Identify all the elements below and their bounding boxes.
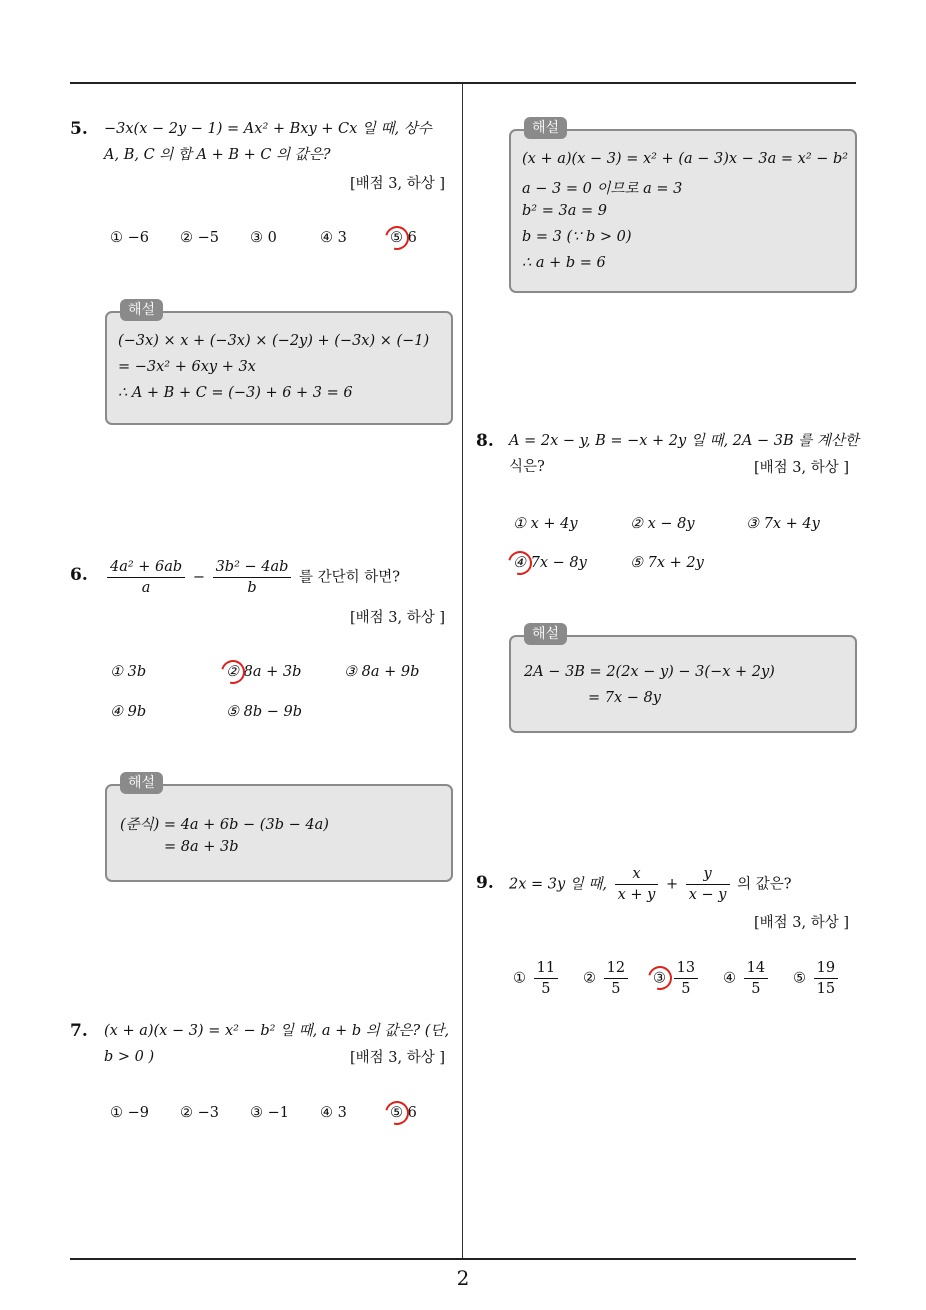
q5-choice-3[interactable]: ③ 0 <box>250 230 277 246</box>
q9-choice-2[interactable]: ② $\frac{12}{5}$ <box>583 958 631 999</box>
q6-solution-line2: = 8a + 3b <box>164 839 239 855</box>
q8-answer-mark <box>504 547 537 580</box>
q9-choice-1[interactable]: ① $\frac{11}{5}$ <box>513 958 561 999</box>
q6-choice-4[interactable]: ④ 9b <box>110 704 147 720</box>
q6-choice-2[interactable]: ② 8a + 3b <box>226 664 302 680</box>
q9-choice-5[interactable]: ⑤ $\frac{19}{15}$ <box>793 958 841 999</box>
q7-line1: (x + a)(x − 3) = x² − b² 일 때, a + b 의 값은? (단, <box>104 1023 450 1039</box>
q7-solution-line3: b² = 3a = 9 <box>522 203 607 219</box>
q7-choice-4[interactable]: ④ 3 <box>320 1105 347 1121</box>
q6-grade: [배점 3, 하상 ] <box>350 610 446 626</box>
q6-number: 6. <box>70 565 88 585</box>
q8-solution-tag: 해설 <box>524 623 567 645</box>
q9-fraction-2: $\frac{y}{x - y}$ <box>686 864 730 905</box>
q8-choice-5[interactable]: ⑤ 7x + 2y <box>630 555 704 571</box>
q5-solution-line3: ∴ A + B + C = (−3) + 6 + 3 = 6 <box>118 385 353 401</box>
q7-solution-line4: b = 3 (∵ b > 0) <box>522 229 632 245</box>
q5-stem <box>104 116 456 168</box>
q6-fraction-1: $\frac{\text{4a² + 6ab}}{a}$ <box>107 557 185 598</box>
q6-choice-3[interactable]: ③ 8a + 9b <box>344 664 420 680</box>
q9-lead: 2x = 3y 일 때, <box>509 876 608 893</box>
q6-minus: − <box>192 569 205 586</box>
q7-choice-3[interactable]: ③ −1 <box>250 1105 289 1121</box>
q7-choice-5[interactable]: ⑤ 6 <box>390 1105 417 1121</box>
q8-solution-line2: = 7x − 8y <box>588 690 661 706</box>
column-divider <box>462 84 463 1258</box>
q6-fraction-2: $\frac{\text{3b² − 4ab}}{b}$ <box>213 557 292 598</box>
q7-number: 7. <box>70 1021 88 1041</box>
q7-solution-line5: ∴ a + b = 6 <box>522 255 606 271</box>
q8-solution-box <box>509 635 857 733</box>
q8-choice-4[interactable]: ④ 7x − 8y <box>513 555 587 571</box>
q8-line2: 식은? <box>509 459 545 475</box>
q7-choice-2[interactable]: ② −3 <box>180 1105 219 1121</box>
q7-answer-mark <box>381 1097 414 1130</box>
q8-line1: A = 2x − y, B = −x + 2y 일 때, 2A − 3B 를 계산한 <box>509 433 859 449</box>
q5-choice-1[interactable]: ① −6 <box>110 230 149 246</box>
q5-solution-line2: = −3x² + 6xy + 3x <box>118 359 256 375</box>
q8-choice-3[interactable]: ③ 7x + 4y <box>746 516 820 532</box>
q5-choice-4[interactable]: ④ 3 <box>320 230 347 246</box>
q9-stem <box>509 864 861 905</box>
q5-solution-line1: (−3x) × x + (−3x) × (−2y) + (−3x) × (−1) <box>118 333 430 349</box>
q5-line2: A, B, C 의 합 A + B + C 의 값은? <box>104 147 331 163</box>
q5-choice-5[interactable]: ⑤ 6 <box>390 230 417 246</box>
q5-line1: −3x(x − 2y − 1) = Ax² + Bxy + Cx 일 때, 상수 <box>104 121 432 137</box>
q8-choice-1[interactable]: ① x + 4y <box>513 516 578 532</box>
q9-number: 9. <box>476 873 494 893</box>
q9-fraction-1: $\frac{x}{x + y}$ <box>615 864 659 905</box>
q9-plus: + <box>666 876 679 893</box>
q9-choice-3[interactable]: ③ $\frac{13}{5}$ <box>653 958 701 999</box>
q6-stem <box>104 557 456 598</box>
q6-tail: 를 간단히 하면? <box>299 569 401 586</box>
q8-solution-line1: 2A − 3B = 2(2x − y) − 3(−x + 2y) <box>524 664 775 680</box>
q9-grade: [배점 3, 하상 ] <box>754 915 850 931</box>
q9-tail: 의 값은? <box>737 876 792 893</box>
q7-solution-tag: 해설 <box>524 117 567 139</box>
q6-answer-mark <box>217 656 250 689</box>
q8-choice-2[interactable]: ② x − 8y <box>630 516 695 532</box>
page-number: 2 <box>456 1266 470 1290</box>
q7-line2: b > 0 ) <box>104 1049 155 1065</box>
q7-choice-1[interactable]: ① −9 <box>110 1105 149 1121</box>
q5-grade: [배점 3, 하상 ] <box>350 176 446 192</box>
q6-choice-1[interactable]: ① 3b <box>110 664 147 680</box>
q5-answer-mark <box>381 222 414 255</box>
top-rule <box>70 82 856 84</box>
q5-choice-2[interactable]: ② −5 <box>180 230 219 246</box>
q9-choice-4[interactable]: ④ $\frac{14}{5}$ <box>723 958 771 999</box>
q7-solution-line2: a − 3 = 0 이므로 a = 3 <box>522 181 683 197</box>
q5-solution-tag: 해설 <box>120 299 163 321</box>
q8-grade: [배점 3, 하상 ] <box>754 460 850 476</box>
q6-solution-tag: 해설 <box>120 772 163 794</box>
q8-number: 8. <box>476 431 494 451</box>
q6-solution-line1: (준식) = 4a + 6b − (3b − 4a) <box>120 817 329 833</box>
q5-number: 5. <box>70 119 88 139</box>
bottom-rule <box>70 1258 856 1260</box>
q7-grade: [배점 3, 하상 ] <box>350 1050 446 1066</box>
q6-choice-5[interactable]: ⑤ 8b − 9b <box>226 704 302 720</box>
q7-solution-line1: (x + a)(x − 3) = x² + (a − 3)x − 3a = x² − b² <box>522 151 849 167</box>
